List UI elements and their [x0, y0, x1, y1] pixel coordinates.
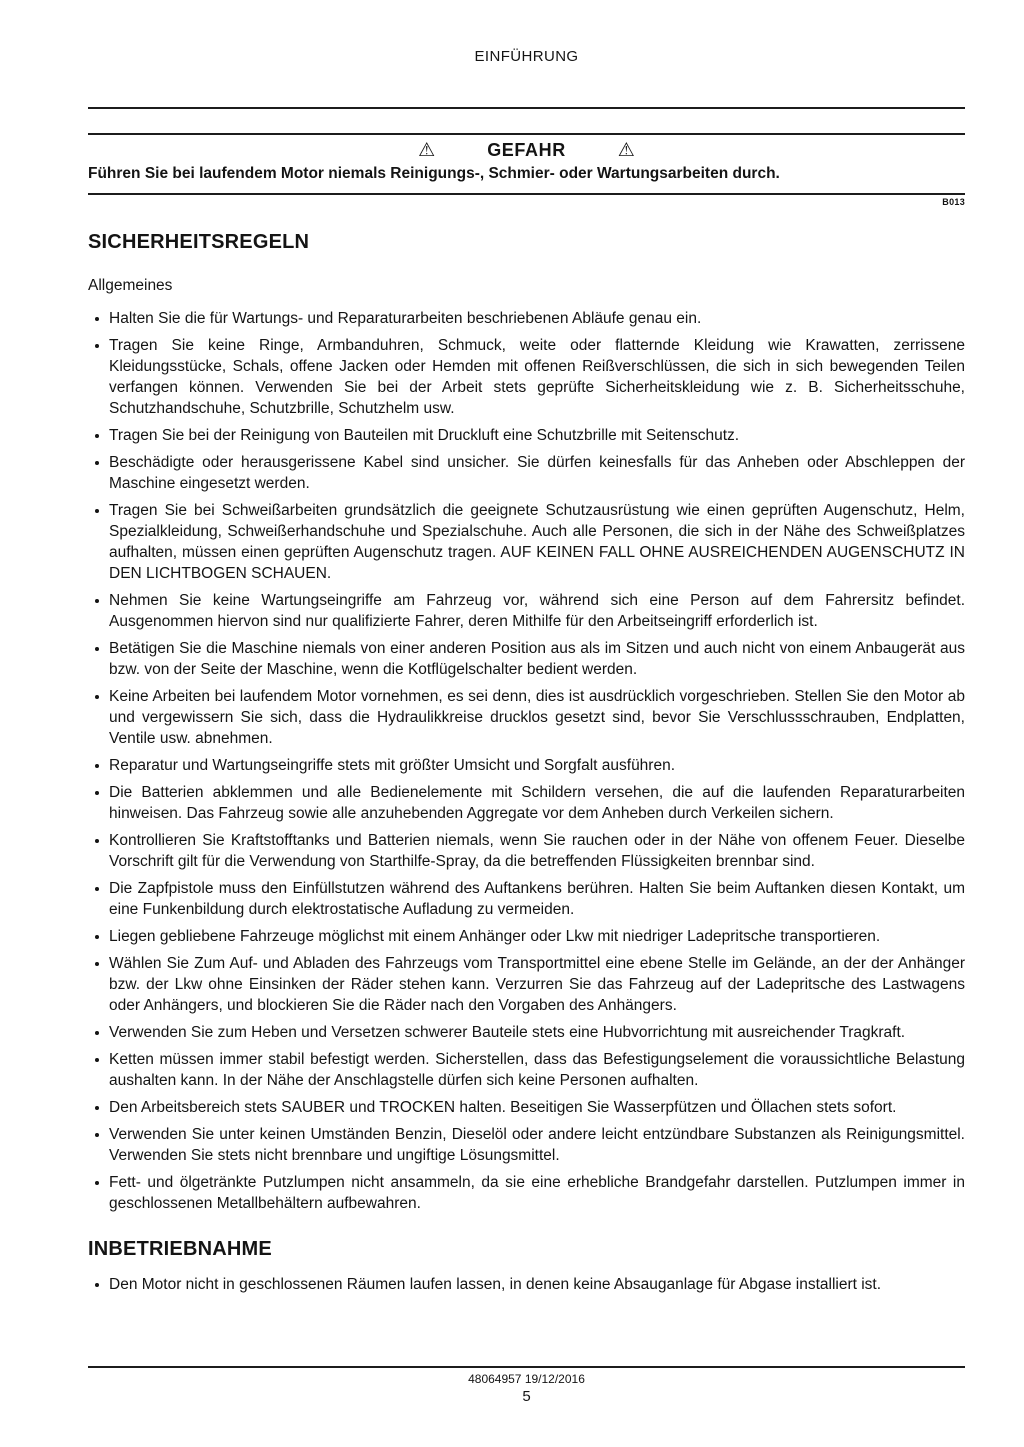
safety-rule-item — [88, 755, 965, 776]
safety-rule-text: Kontrollieren Sie Kraftstofftanks und Batterien niemals, wenn Sie rauchen oder in der Nähe von offenem Feuer. Dieselbe Vorschrift gilt für die Verwendung von Starthilfe-Spray, da die betreffenden Flüssigkeiten brennbar sind. — [109, 832, 965, 870]
bullet-dot-icon — [95, 344, 99, 348]
footer-doc-ref: 48064957 19/12/2016 — [468, 1372, 585, 1386]
safety-rule-item — [88, 878, 965, 920]
section-heading-sicherheitsregeln: SICHERHEITSREGELN — [88, 231, 310, 253]
footer-divider — [88, 1366, 965, 1368]
danger-box-top-rule — [88, 133, 965, 135]
danger-title-row — [88, 140, 965, 161]
danger-title: GEFAHR — [487, 140, 566, 160]
bullet-dot-icon — [95, 509, 99, 513]
safety-rule-text: Die Zapfpistole muss den Einfüllstutzen während des Auftankens berühren. Halten Sie beim Auftanken diesen Kontakt, um eine Funkenbildung durch elektrostatische Aufladung zu vermeiden. — [109, 880, 965, 918]
safety-rule-text: Liegen gebliebene Fahrzeuge möglichst mit einem Anhänger oder Lkw mit niedriger Ladepritsche transportieren. — [109, 928, 881, 945]
danger-message: Führen Sie bei laufendem Motor niemals Reinigungs-, Schmier- oder Wartungsarbeiten durch. — [88, 165, 780, 182]
bullet-dot-icon — [95, 1106, 99, 1110]
safety-rule-text: Halten Sie die für Wartungs- und Reparaturarbeiten beschriebenen Abläufe genau ein. — [109, 310, 702, 327]
safety-rule-text: Den Arbeitsbereich stets SAUBER und TROCKEN halten. Beseitigen Sie Wasserpfützen und Öllachen stets sofort. — [109, 1099, 897, 1116]
bullet-dot-icon — [95, 1058, 99, 1062]
safety-rule-text: Den Motor nicht in geschlossenen Räumen laufen lassen, in denen keine Absauganlage für Abgase installiert ist. — [109, 1276, 882, 1293]
bullet-dot-icon — [95, 839, 99, 843]
safety-rule-item — [88, 1124, 965, 1166]
safety-rule-text: Tragen Sie bei der Reinigung von Bauteilen mit Druckluft eine Schutzbrille mit Seitenschutz. — [109, 427, 740, 444]
danger-ref-code: B013 — [942, 197, 965, 207]
safety-rule-item — [88, 308, 965, 329]
safety-rule-item — [88, 335, 965, 419]
bullet-dot-icon — [95, 1031, 99, 1035]
footer-page-number: 5 — [522, 1388, 531, 1405]
safety-rule-item — [88, 500, 965, 584]
bullet-dot-icon — [95, 434, 99, 438]
safety-rule-text: Nehmen Sie keine Wartungseingriffe am Fahrzeug vor, während sich eine Person auf dem Fahrersitz befindet. Ausgenommen hiervon sind nur qualifizierte Fahrer, deren Mithilfe für den Arbeitseingriff erforderlich ist. — [109, 592, 965, 630]
safety-rule-text: Fett- und ölgetränkte Putzlumpen nicht ansammeln, da sie eine erhebliche Brandgefahr darstellen. Putzlumpen immer in geschlossenen Metallbehältern aufbewahren. — [109, 1174, 965, 1212]
safety-rule-text: Reparatur und Wartungseingriffe stets mit größter Umsicht und Sorgfalt ausführen. — [109, 757, 676, 774]
section-heading-inbetriebnahme: INBETRIEBNAHME — [88, 1238, 272, 1260]
bullet-dot-icon — [95, 461, 99, 465]
safety-rules-list — [88, 308, 965, 1214]
safety-rule-item — [88, 590, 965, 632]
safety-rule-text: Wählen Sie Zum Auf- und Abladen des Fahrzeugs vom Transportmittel eine ebene Stelle im Gelände, an der der Anhänger bzw. der Lkw ohne Einsinken der Räder stehen kann. Verzurren Sie das Fahrzeug auf der Ladepritsche des Lastwagens oder Anhängers, und blockieren Sie die Räder nach den Vorgaben des Anhängers. — [109, 955, 965, 1014]
bullet-dot-icon — [95, 887, 99, 891]
page-header-title: EINFÜHRUNG — [474, 48, 579, 65]
safety-rule-text: Tragen Sie keine Ringe, Armbanduhren, Schmuck, weite oder flatternde Kleidung wie Krawatten, zerrissene Kleidungsstücke, Schals, offene Jacken oder Hemden mit offenen Reißverschlüssen, die sich in sich bewegenden Teilen verfangen können. Verwenden Sie bei der Arbeit stets geprüfte Sicherheitskleidung wie z. B. Sicherheitsschuhe, Schutzhandschuhe, Schutzbrille, Schutzhelm usw. — [109, 337, 965, 417]
safety-rule-item — [88, 452, 965, 494]
danger-box-bottom-rule — [88, 193, 965, 195]
safety-rule-text: Verwenden Sie unter keinen Umständen Benzin, Dieselöl oder andere leicht entzündbare Substanzen als Reinigungsmittel. Verwenden Sie stets nicht brennbare und ungiftige Lösungsmittel. — [109, 1126, 965, 1164]
safety-rule-item — [88, 1274, 965, 1295]
safety-rule-text: Tragen Sie bei Schweißarbeiten grundsätzlich die geeignete Schutzausrüstung wie einen geprüften Augenschutz, Helm, Spezialkleidung, Schweißerhandschuhe und Spezialschuhe. Auch alle Personen, die sich in der Nähe des Schweißplatzes aufhalten, müssen einen geprüften Augenschutz tragen. AUF KEINEN FALL OHNE AUSREICHENDEN AUGENSCHUTZ IN DEN LICHTBOGEN SCHAUEN. — [109, 502, 965, 582]
bullet-dot-icon — [95, 1133, 99, 1137]
safety-rule-item — [88, 1049, 965, 1091]
safety-rule-item — [88, 425, 965, 446]
danger-box — [88, 133, 965, 207]
warning-triangle-icon: ⚠ — [617, 139, 635, 161]
safety-rule-text: Betätigen Sie die Maschine niemals von einer anderen Position aus als im Sitzen und auch nicht von einem Anbaugerät aus bzw. von der Seite der Maschine, wenn die Kotflügelschalter bedient werden. — [109, 640, 965, 678]
safety-rule-item — [88, 686, 965, 749]
header-divider — [88, 107, 965, 109]
bullet-dot-icon — [95, 962, 99, 966]
safety-rule-text: Verwenden Sie zum Heben und Versetzen schwerer Bauteile stets eine Hubvorrichtung mit ausreichender Tragkraft. — [109, 1024, 906, 1041]
startup-rules-list — [88, 1274, 965, 1295]
bullet-dot-icon — [95, 1283, 99, 1287]
bullet-dot-icon — [95, 791, 99, 795]
safety-rule-item — [88, 830, 965, 872]
bullet-dot-icon — [95, 647, 99, 651]
safety-rule-text: Beschädigte oder herausgerissene Kabel sind unsicher. Sie dürfen keinesfalls für das Anheben oder Abschleppen der Maschine eingesetzt werden. — [109, 454, 965, 492]
warning-triangle-icon: ⚠ — [418, 139, 436, 161]
bullet-dot-icon — [95, 317, 99, 321]
bullet-dot-icon — [95, 599, 99, 603]
safety-rule-text: Ketten müssen immer stabil befestigt werden. Sicherstellen, dass das Befestigungselement die voraussichtliche Belastung aushalten kann. In der Nähe der Anschlagstelle dürfen sich keine Personen aufhalten. — [109, 1051, 965, 1089]
safety-rule-text: Die Batterien abklemmen und alle Bedienelemente mit Schildern versehen, die auf die laufenden Reparaturarbeiten hinweisen. Das Fahrzeug sowie alle anzuhebenden Aggregate vor dem Anheben durch Verkeilen sichern. — [109, 784, 965, 822]
safety-rule-item — [88, 782, 965, 824]
safety-rule-item — [88, 1097, 965, 1118]
bullet-dot-icon — [95, 764, 99, 768]
safety-rule-item — [88, 638, 965, 680]
safety-rule-item — [88, 926, 965, 947]
safety-rule-item — [88, 953, 965, 1016]
bullet-dot-icon — [95, 1181, 99, 1185]
subsection-heading-allgemeines: Allgemeines — [88, 277, 173, 294]
page-footer — [88, 1366, 965, 1405]
bullet-dot-icon — [95, 695, 99, 699]
bullet-dot-icon — [95, 935, 99, 939]
safety-rule-item — [88, 1022, 965, 1043]
safety-rule-text: Keine Arbeiten bei laufendem Motor vornehmen, es sei denn, dies ist ausdrücklich vorgeschrieben. Stellen Sie den Motor ab und vergewissern Sie sich, dass die Hydraulikkreise drucklos gesetzt sind, bevor Sie Verschlussschrauben, Endplatten, Ventile usw. abnehmen. — [109, 688, 965, 747]
safety-rule-item — [88, 1172, 965, 1214]
